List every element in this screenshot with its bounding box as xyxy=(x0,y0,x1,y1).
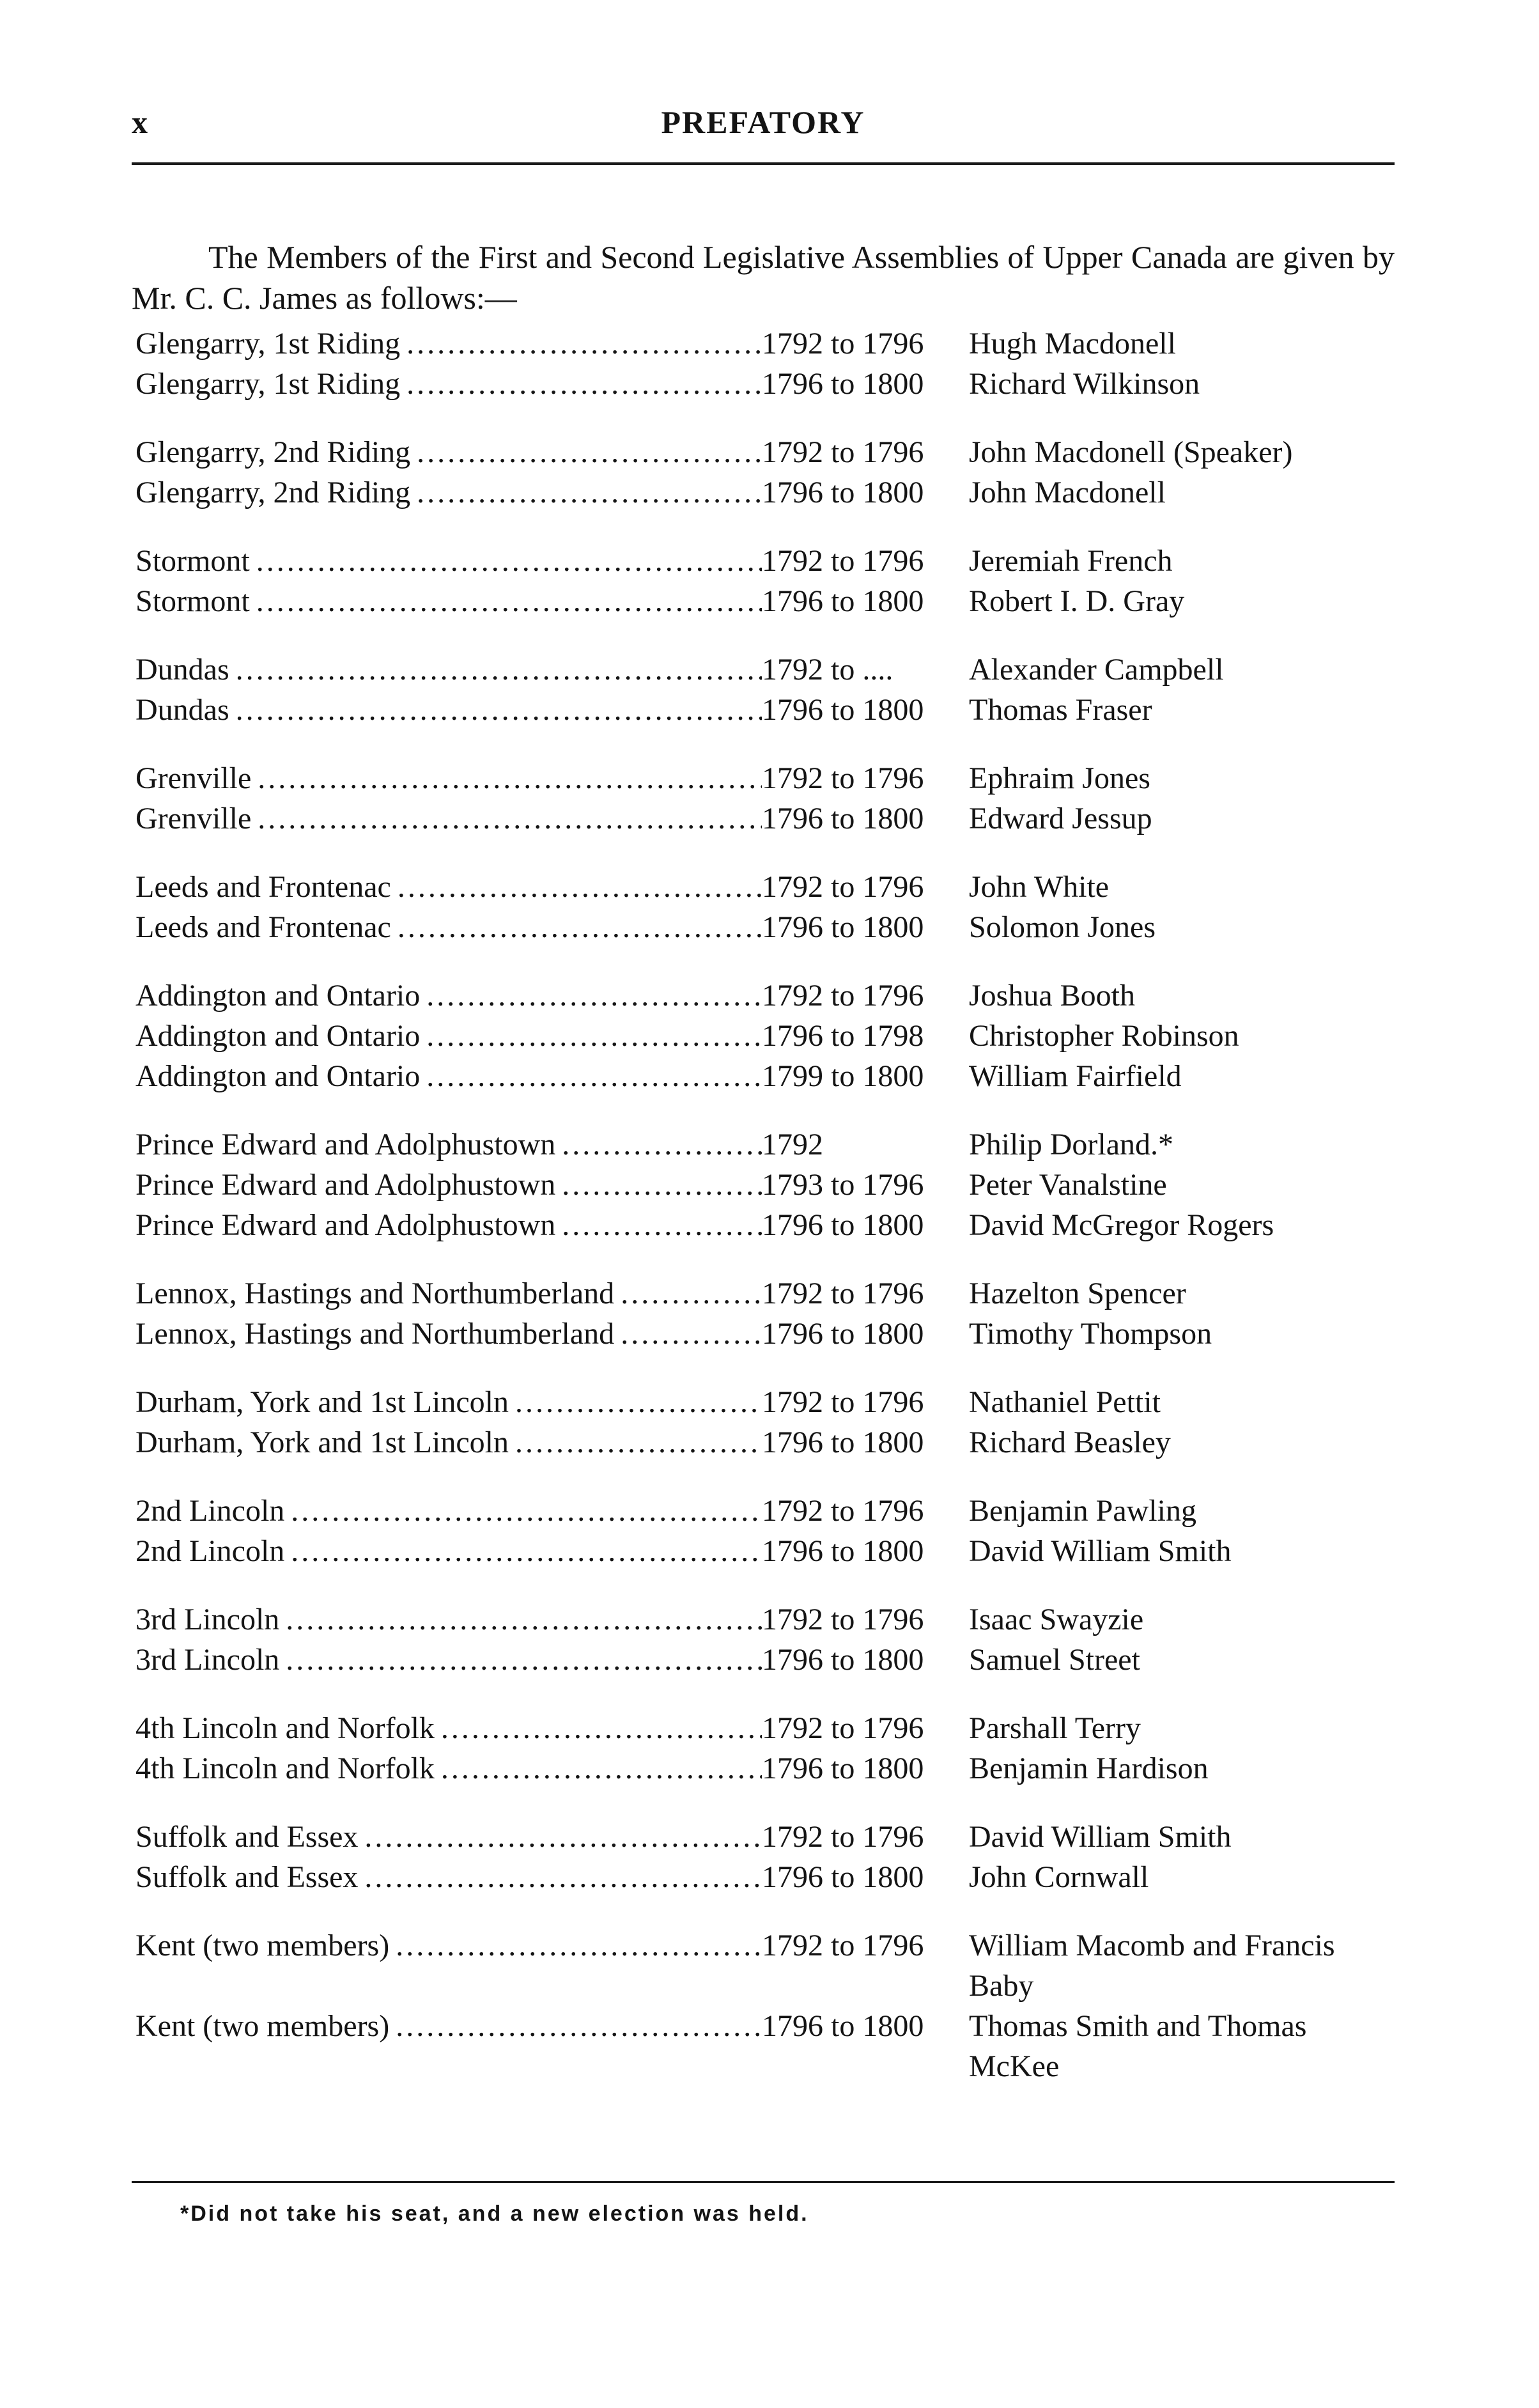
term-years: 1792 to 1796 xyxy=(762,327,924,361)
member-name: Hugh Macdonell xyxy=(969,327,1176,361)
constituency-name: Glengarry, 1st Riding xyxy=(135,367,401,401)
dot-leader xyxy=(562,1165,762,1205)
constituency-name: Grenville xyxy=(135,802,252,835)
constituency-name: Leeds and Frontenac xyxy=(135,910,391,944)
constituency-cell xyxy=(135,1016,762,1056)
term-years: 1792 to 1796 xyxy=(762,979,924,1013)
dot-leader xyxy=(398,907,762,947)
member-name: John Macdonell (Speaker) xyxy=(969,435,1293,469)
dot-leader xyxy=(256,541,762,581)
constituency-group xyxy=(135,1273,1401,1354)
constituency-cell xyxy=(135,867,762,907)
member-row xyxy=(135,1382,1401,1422)
constituency-name: 2nd Lincoln xyxy=(135,1494,285,1528)
constituency-group xyxy=(135,1124,1401,1245)
member-row xyxy=(135,1748,1401,1789)
member-row xyxy=(135,1491,1401,1531)
member-name: Parshall Terry xyxy=(969,1711,1141,1745)
term-years: 1792 to 1796 xyxy=(762,1820,924,1854)
dot-leader xyxy=(515,1382,762,1422)
member-row xyxy=(135,1599,1401,1640)
constituency-cell xyxy=(135,1205,762,1245)
member-name: Alexander Campbell xyxy=(969,653,1224,687)
constituency-cell xyxy=(135,1708,762,1748)
dot-leader xyxy=(291,1491,762,1531)
constituency-name: 4th Lincoln and Norfolk xyxy=(135,1711,435,1745)
term-years: 1796 to 1800 xyxy=(762,476,924,509)
constituency-group xyxy=(135,975,1401,1096)
constituency-name: Glengarry, 1st Riding xyxy=(135,327,401,361)
member-name: Robert I. D. Gray xyxy=(969,584,1185,618)
term-years: 1792 to 1796 xyxy=(762,870,924,904)
constituency-cell xyxy=(135,1165,762,1205)
term-years: 1793 to 1796 xyxy=(762,1168,924,1202)
member-row xyxy=(135,1857,1401,1897)
constituency-group xyxy=(135,1491,1401,1571)
dot-leader xyxy=(364,1817,762,1857)
constituency-group xyxy=(135,867,1401,947)
constituency-cell xyxy=(135,1857,762,1897)
dot-leader xyxy=(426,975,762,1016)
term-years: 1792 to 1796 xyxy=(762,435,924,469)
dot-leader xyxy=(406,323,762,364)
constituency-cell xyxy=(135,1748,762,1789)
footnote: *Did not take his seat, and a new election was held. xyxy=(180,2202,809,2226)
constituency-cell xyxy=(135,690,762,730)
constituency-name: Stormont xyxy=(135,584,250,618)
constituency-cell xyxy=(135,1599,762,1640)
member-row xyxy=(135,432,1401,472)
member-name: John White xyxy=(969,870,1110,904)
member-name: Timothy Thompson xyxy=(969,1317,1212,1351)
constituency-cell xyxy=(135,758,762,798)
constituency-name: Prince Edward and Adolphustown xyxy=(135,1208,556,1242)
constituency-cell xyxy=(135,975,762,1016)
member-name: Jeremiah French xyxy=(969,544,1173,578)
member-name: David McGregor Rogers xyxy=(969,1208,1274,1242)
constituency-cell xyxy=(135,1640,762,1680)
member-name: William Macomb and Francis Baby xyxy=(969,1929,1335,2003)
members-list xyxy=(135,323,1401,2115)
constituency-name: 2nd Lincoln xyxy=(135,1534,285,1568)
running-title: PREFATORY xyxy=(661,104,865,140)
term-years: 1792 to 1796 xyxy=(762,544,924,578)
member-name: Hazelton Spencer xyxy=(969,1277,1186,1310)
term-years: 1796 to 1800 xyxy=(762,693,924,727)
member-name: Richard Wilkinson xyxy=(969,367,1200,401)
constituency-name: Glengarry, 2nd Riding xyxy=(135,476,411,509)
constituency-name: Addington and Ontario xyxy=(135,979,421,1013)
member-name: William Fairfield xyxy=(969,1059,1182,1093)
member-row xyxy=(135,1817,1401,1857)
term-years: 1796 to 1800 xyxy=(762,1860,924,1894)
dot-leader xyxy=(406,364,762,404)
constituency-name: Kent (two members) xyxy=(135,2009,390,2043)
constituency-name: Dundas xyxy=(135,653,229,687)
constituency-name: 3rd Lincoln xyxy=(135,1603,280,1636)
term-years: 1796 to 1800 xyxy=(762,910,924,944)
dot-leader xyxy=(426,1056,762,1096)
term-years: 1792 to .... xyxy=(762,653,893,687)
member-row xyxy=(135,1205,1401,1245)
dot-leader xyxy=(291,1531,762,1571)
member-row xyxy=(135,907,1401,947)
member-name: Nathaniel Pettit xyxy=(969,1385,1161,1419)
constituency-cell xyxy=(135,2006,762,2046)
term-years: 1792 xyxy=(762,1128,823,1161)
constituency-cell xyxy=(135,1925,762,1966)
dot-leader xyxy=(417,472,762,513)
constituency-cell xyxy=(135,1422,762,1463)
term-years: 1796 to 1800 xyxy=(762,2009,924,2043)
constituency-cell xyxy=(135,581,762,621)
constituency-group xyxy=(135,649,1401,730)
member-name: Benjamin Hardison xyxy=(969,1752,1209,1785)
dot-leader xyxy=(396,1925,762,1966)
term-years: 1792 to 1796 xyxy=(762,1277,924,1310)
dot-leader xyxy=(621,1314,762,1354)
term-years: 1796 to 1800 xyxy=(762,1643,924,1677)
constituency-name: Stormont xyxy=(135,544,250,578)
dot-leader xyxy=(398,867,762,907)
member-name: Joshua Booth xyxy=(969,979,1136,1013)
intro-paragraph: The Members of the First and Second Legislative Assemblies of Upper Canada are given by Mr. C. C. James as follows:— xyxy=(132,239,1395,316)
term-years: 1792 to 1796 xyxy=(762,761,924,795)
member-row xyxy=(135,1640,1401,1680)
member-row xyxy=(135,758,1401,798)
term-years: 1796 to 1798 xyxy=(762,1019,924,1053)
constituency-group xyxy=(135,1817,1401,1897)
constituency-cell xyxy=(135,1817,762,1857)
member-row xyxy=(135,1273,1401,1314)
member-row xyxy=(135,1708,1401,1748)
member-name: David William Smith xyxy=(969,1820,1232,1854)
dot-leader xyxy=(562,1205,762,1245)
constituency-name: 4th Lincoln and Norfolk xyxy=(135,1752,435,1785)
member-row xyxy=(135,323,1401,364)
dot-leader xyxy=(515,1422,762,1463)
constituency-name: Glengarry, 2nd Riding xyxy=(135,435,411,469)
member-name: Benjamin Pawling xyxy=(969,1494,1196,1528)
constituency-group xyxy=(135,1599,1401,1680)
member-name: Samuel Street xyxy=(969,1643,1140,1677)
member-row xyxy=(135,1165,1401,1205)
constituency-cell xyxy=(135,541,762,581)
constituency-name: Dundas xyxy=(135,693,229,727)
term-years: 1796 to 1800 xyxy=(762,1425,924,1459)
header-rule xyxy=(132,162,1395,165)
dot-leader xyxy=(258,798,762,839)
member-name: Ephraim Jones xyxy=(969,761,1150,795)
member-name: John Macdonell xyxy=(969,476,1166,509)
member-row xyxy=(135,1314,1401,1354)
constituency-cell xyxy=(135,1531,762,1571)
member-row xyxy=(135,1925,1401,2006)
member-name: Thomas Fraser xyxy=(969,693,1152,727)
member-row xyxy=(135,472,1401,513)
term-years: 1796 to 1800 xyxy=(762,367,924,401)
constituency-group xyxy=(135,758,1401,839)
constituency-name: Suffolk and Essex xyxy=(135,1860,359,1894)
member-row xyxy=(135,2006,1401,2086)
member-row xyxy=(135,1124,1401,1165)
constituency-group xyxy=(135,1382,1401,1463)
term-years: 1796 to 1800 xyxy=(762,1752,924,1785)
constituency-group xyxy=(135,541,1401,621)
constituency-cell xyxy=(135,649,762,690)
term-years: 1796 to 1800 xyxy=(762,584,924,618)
term-years: 1792 to 1796 xyxy=(762,1494,924,1528)
constituency-cell xyxy=(135,432,762,472)
dot-leader xyxy=(236,690,762,730)
constituency-name: Durham, York and 1st Lincoln xyxy=(135,1425,509,1459)
constituency-cell xyxy=(135,472,762,513)
constituency-cell xyxy=(135,323,762,364)
dot-leader xyxy=(621,1273,762,1314)
term-years: 1792 to 1796 xyxy=(762,1711,924,1745)
constituency-cell xyxy=(135,1314,762,1354)
constituency-name: Lennox, Hastings and Northumberland xyxy=(135,1277,615,1310)
constituency-name: Addington and Ontario xyxy=(135,1019,421,1053)
member-row xyxy=(135,798,1401,839)
constituency-name: Grenville xyxy=(135,761,252,795)
constituency-group xyxy=(135,1708,1401,1789)
member-row xyxy=(135,690,1401,730)
constituency-group xyxy=(135,323,1401,404)
page-header xyxy=(132,104,1395,148)
member-name: Peter Vanalstine xyxy=(969,1168,1167,1202)
dot-leader xyxy=(426,1016,762,1056)
dot-leader xyxy=(396,2006,762,2046)
member-name: Edward Jessup xyxy=(969,802,1152,835)
member-row xyxy=(135,581,1401,621)
member-name: John Cornwall xyxy=(969,1860,1149,1894)
constituency-name: Suffolk and Essex xyxy=(135,1820,359,1854)
constituency-cell xyxy=(135,1124,762,1165)
constituency-group xyxy=(135,1925,1401,2086)
constituency-group xyxy=(135,432,1401,513)
constituency-name: Leeds and Frontenac xyxy=(135,870,391,904)
dot-leader xyxy=(417,432,762,472)
constituency-cell xyxy=(135,1382,762,1422)
term-years: 1796 to 1800 xyxy=(762,1208,924,1242)
dot-leader xyxy=(286,1640,762,1680)
constituency-cell xyxy=(135,798,762,839)
member-row xyxy=(135,1422,1401,1463)
dot-leader xyxy=(364,1857,762,1897)
dot-leader xyxy=(236,649,762,690)
member-row xyxy=(135,1056,1401,1096)
member-row xyxy=(135,975,1401,1016)
member-name: Isaac Swayzie xyxy=(969,1603,1144,1636)
member-row xyxy=(135,1016,1401,1056)
constituency-name: 3rd Lincoln xyxy=(135,1643,280,1677)
member-row xyxy=(135,1531,1401,1571)
constituency-name: Kent (two members) xyxy=(135,1929,390,1962)
member-row xyxy=(135,649,1401,690)
term-years: 1792 to 1796 xyxy=(762,1603,924,1636)
constituency-cell xyxy=(135,907,762,947)
dot-leader xyxy=(258,758,762,798)
dot-leader xyxy=(441,1708,762,1748)
constituency-cell xyxy=(135,1273,762,1314)
constituency-name: Addington and Ontario xyxy=(135,1059,421,1093)
member-name: Solomon Jones xyxy=(969,910,1156,944)
dot-leader xyxy=(441,1748,762,1789)
member-name: Christopher Robinson xyxy=(969,1019,1239,1053)
constituency-name: Prince Edward and Adolphustown xyxy=(135,1168,556,1202)
constituency-name: Lennox, Hastings and Northumberland xyxy=(135,1317,615,1351)
term-years: 1799 to 1800 xyxy=(762,1059,924,1093)
constituency-cell xyxy=(135,1056,762,1096)
constituency-name: Durham, York and 1st Lincoln xyxy=(135,1385,509,1419)
member-name: Richard Beasley xyxy=(969,1425,1171,1459)
member-row xyxy=(135,867,1401,907)
footnote-rule xyxy=(132,2181,1395,2183)
dot-leader xyxy=(286,1599,762,1640)
page-number: x xyxy=(132,104,148,140)
term-years: 1792 to 1796 xyxy=(762,1929,924,1962)
member-name: David William Smith xyxy=(969,1534,1232,1568)
term-years: 1792 to 1796 xyxy=(762,1385,924,1419)
dot-leader xyxy=(562,1124,762,1165)
constituency-cell xyxy=(135,1491,762,1531)
term-years: 1796 to 1800 xyxy=(762,802,924,835)
term-years: 1796 to 1800 xyxy=(762,1534,924,1568)
member-row xyxy=(135,364,1401,404)
term-years: 1796 to 1800 xyxy=(762,1317,924,1351)
member-row xyxy=(135,541,1401,581)
constituency-name: Prince Edward and Adolphustown xyxy=(135,1128,556,1161)
member-name: Philip Dorland.* xyxy=(969,1128,1173,1161)
dot-leader xyxy=(256,581,762,621)
member-name: Thomas Smith and Thomas McKee xyxy=(969,2009,1307,2083)
constituency-cell xyxy=(135,364,762,404)
